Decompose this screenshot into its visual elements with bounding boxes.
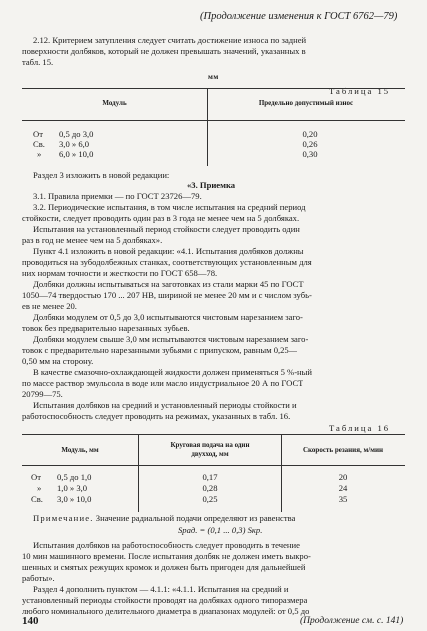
table-rule bbox=[22, 434, 405, 435]
running-header: (Продолжение изменения к ГОСТ 6762—79) bbox=[200, 11, 398, 22]
body-line: шенных и смятых режущих кромок и должен быть пригоден для дальнейшей bbox=[22, 562, 306, 572]
table-16-row-range: 0,5 до 1,0 bbox=[57, 472, 92, 482]
table-16-header-speed: Скорость резания, м/мин bbox=[302, 446, 384, 454]
table-16-row-speed: 20 bbox=[338, 472, 348, 482]
table-16-row-feed: 0,25 bbox=[202, 494, 218, 504]
body-line: товок без предварительно нарезанных зубьев. bbox=[22, 323, 190, 333]
table-15-row-range: 3,0 » 6,0 bbox=[59, 139, 90, 149]
table-16-row-feed: 0,17 bbox=[202, 472, 218, 482]
table-16-row-speed: 24 bbox=[338, 483, 348, 493]
table-15-row-value: 0,30 bbox=[302, 149, 318, 159]
body-line: Раздел 3 изложить в новой редакции: bbox=[33, 170, 170, 180]
table-rule bbox=[22, 88, 405, 89]
body-line: Раздел 4 дополнить пунктом — 4.1.1: «4.1.1. Испытания на средний и bbox=[33, 584, 289, 594]
table-16-row-prefix: Св. bbox=[31, 494, 43, 504]
body-line: товок с предварительно нарезанными зубьями с припуском, равным 0,25— bbox=[22, 345, 298, 355]
table-rule bbox=[22, 465, 405, 466]
paragraph-2-12-line: 2.12. Критерием затупления следует считать достижение износа по задней bbox=[33, 35, 307, 45]
note-formula: Sрад. = (0,1 ... 0,3) Sкр. bbox=[178, 525, 263, 535]
body-line: 3.2. Периодические испытания, в том числе испытания на средний период bbox=[33, 202, 306, 212]
table-15-row-range: 6,0 » 10,0 bbox=[59, 149, 94, 159]
body-line: работы». bbox=[22, 573, 55, 583]
body-line: В качестве смазочно-охлаждающей жидкости должен применяться 5 %-ный bbox=[33, 367, 313, 377]
body-line: 0,50 мм на сторону. bbox=[22, 356, 94, 366]
table-16-caption: Таблица 16 bbox=[329, 423, 391, 433]
table-rule bbox=[138, 434, 139, 512]
paragraph-2-12-line: табл. 15. bbox=[22, 57, 54, 67]
body-line: Долбяки модулем от 0,5 до 3,0 испытываются чистовым нарезанием заго- bbox=[33, 312, 303, 322]
continuation-note: (Продолжение см. с. 141) bbox=[300, 616, 404, 626]
note-text: Значение радиальной подачи определяют из равенства bbox=[95, 513, 296, 523]
table-16-row-prefix: » bbox=[37, 483, 42, 493]
body-line: работоспособность следует проводить на режимах, указанных в табл. 16. bbox=[22, 411, 291, 421]
table-15-row-range: 0,5 до 3,0 bbox=[59, 129, 94, 139]
table-15-row-prefix: Св. bbox=[33, 139, 45, 149]
table-15-row-prefix: От bbox=[33, 129, 43, 139]
body-line: 3.1. Правила приемки — по ГОСТ 23726—79. bbox=[33, 191, 202, 201]
body-line: по массе раствор эмульсола в воде или масло индустриальное 20 А по ГОСТ bbox=[22, 378, 304, 388]
body-line: любого номинального делительного диаметра в диапазонах модулей: от 0,5 до bbox=[22, 606, 310, 616]
table-rule bbox=[22, 120, 405, 121]
table-16-header-feed: Круговая подача на один двухход, мм bbox=[170, 441, 250, 458]
body-line: ев не менее 20. bbox=[22, 301, 77, 311]
table-16-row-range: 3,0 » 10,0 bbox=[57, 494, 92, 504]
body-line: Испытания на установленный период стойкости следует проводить один bbox=[33, 224, 300, 234]
body-line: 1050—74 твердостью 170 ... 207 НВ, шириной не менее 20 мм и с числом зубь- bbox=[22, 290, 312, 300]
note-label: Примечание. bbox=[33, 513, 94, 523]
page-number: 140 bbox=[22, 615, 39, 627]
body-line: Испытания долбяков на работоспособность следует проводить в течение bbox=[33, 540, 300, 550]
body-line: них нормам точности и жесткости по ГОСТ 658—78. bbox=[22, 268, 218, 278]
table-16-row-feed: 0,28 bbox=[202, 483, 218, 493]
table-16-row-range: 1,0 » 3,0 bbox=[57, 483, 88, 493]
note-line bbox=[33, 513, 295, 524]
table-15-row-value: 0,26 bbox=[302, 139, 318, 149]
body-line: Пункт 4.1 изложить в новой редакции: «4.1. Испытания долбяков должны bbox=[33, 246, 304, 256]
table-15-row-value: 0,20 bbox=[302, 129, 318, 139]
table-15-row-prefix: » bbox=[37, 149, 42, 159]
body-line: 10 мин машинного времени. После испытания долбяк не должен иметь выкро- bbox=[22, 551, 311, 561]
paragraph-2-12-line: поверхности долбяков, который не должен превышать значений, указанных в bbox=[22, 46, 306, 56]
body-line: 20799—75. bbox=[22, 389, 63, 399]
table-16-header-module: Модуль, мм bbox=[61, 446, 99, 454]
table-16-row-prefix: От bbox=[31, 472, 41, 482]
body-line: Долбяки модулем свыше 3,0 мм испытываются чистовым нарезанием заго- bbox=[33, 334, 309, 344]
body-line: стойкости, следует проводить один раз в 3 года не менее чем на 5 долбяках. bbox=[22, 213, 300, 223]
body-line: Долбяки должны испытываться на заготовках из стали марки 45 по ГОСТ bbox=[33, 279, 304, 289]
body-line: проводиться на зубодолбежных станках, соответствующих установленным для bbox=[22, 257, 312, 267]
table-15-unit: мм bbox=[208, 73, 219, 81]
section-3-heading: «3. Приемка bbox=[187, 180, 236, 190]
table-16-row-speed: 35 bbox=[338, 494, 348, 504]
table-15-caption: Таблица 15 bbox=[329, 86, 391, 96]
body-line: установленный периоды стойкости проводят на долбяках одного типоразмера bbox=[22, 595, 308, 605]
body-line: Испытания долбяков на средний и установленный периоды стойкости и bbox=[33, 400, 297, 410]
body-line: раз в год не менее чем на 5 долбяках». bbox=[22, 235, 163, 245]
table-15-header-wear: Предельно допустимый износ bbox=[258, 99, 354, 107]
table-15-header-module: Модуль bbox=[102, 99, 127, 107]
